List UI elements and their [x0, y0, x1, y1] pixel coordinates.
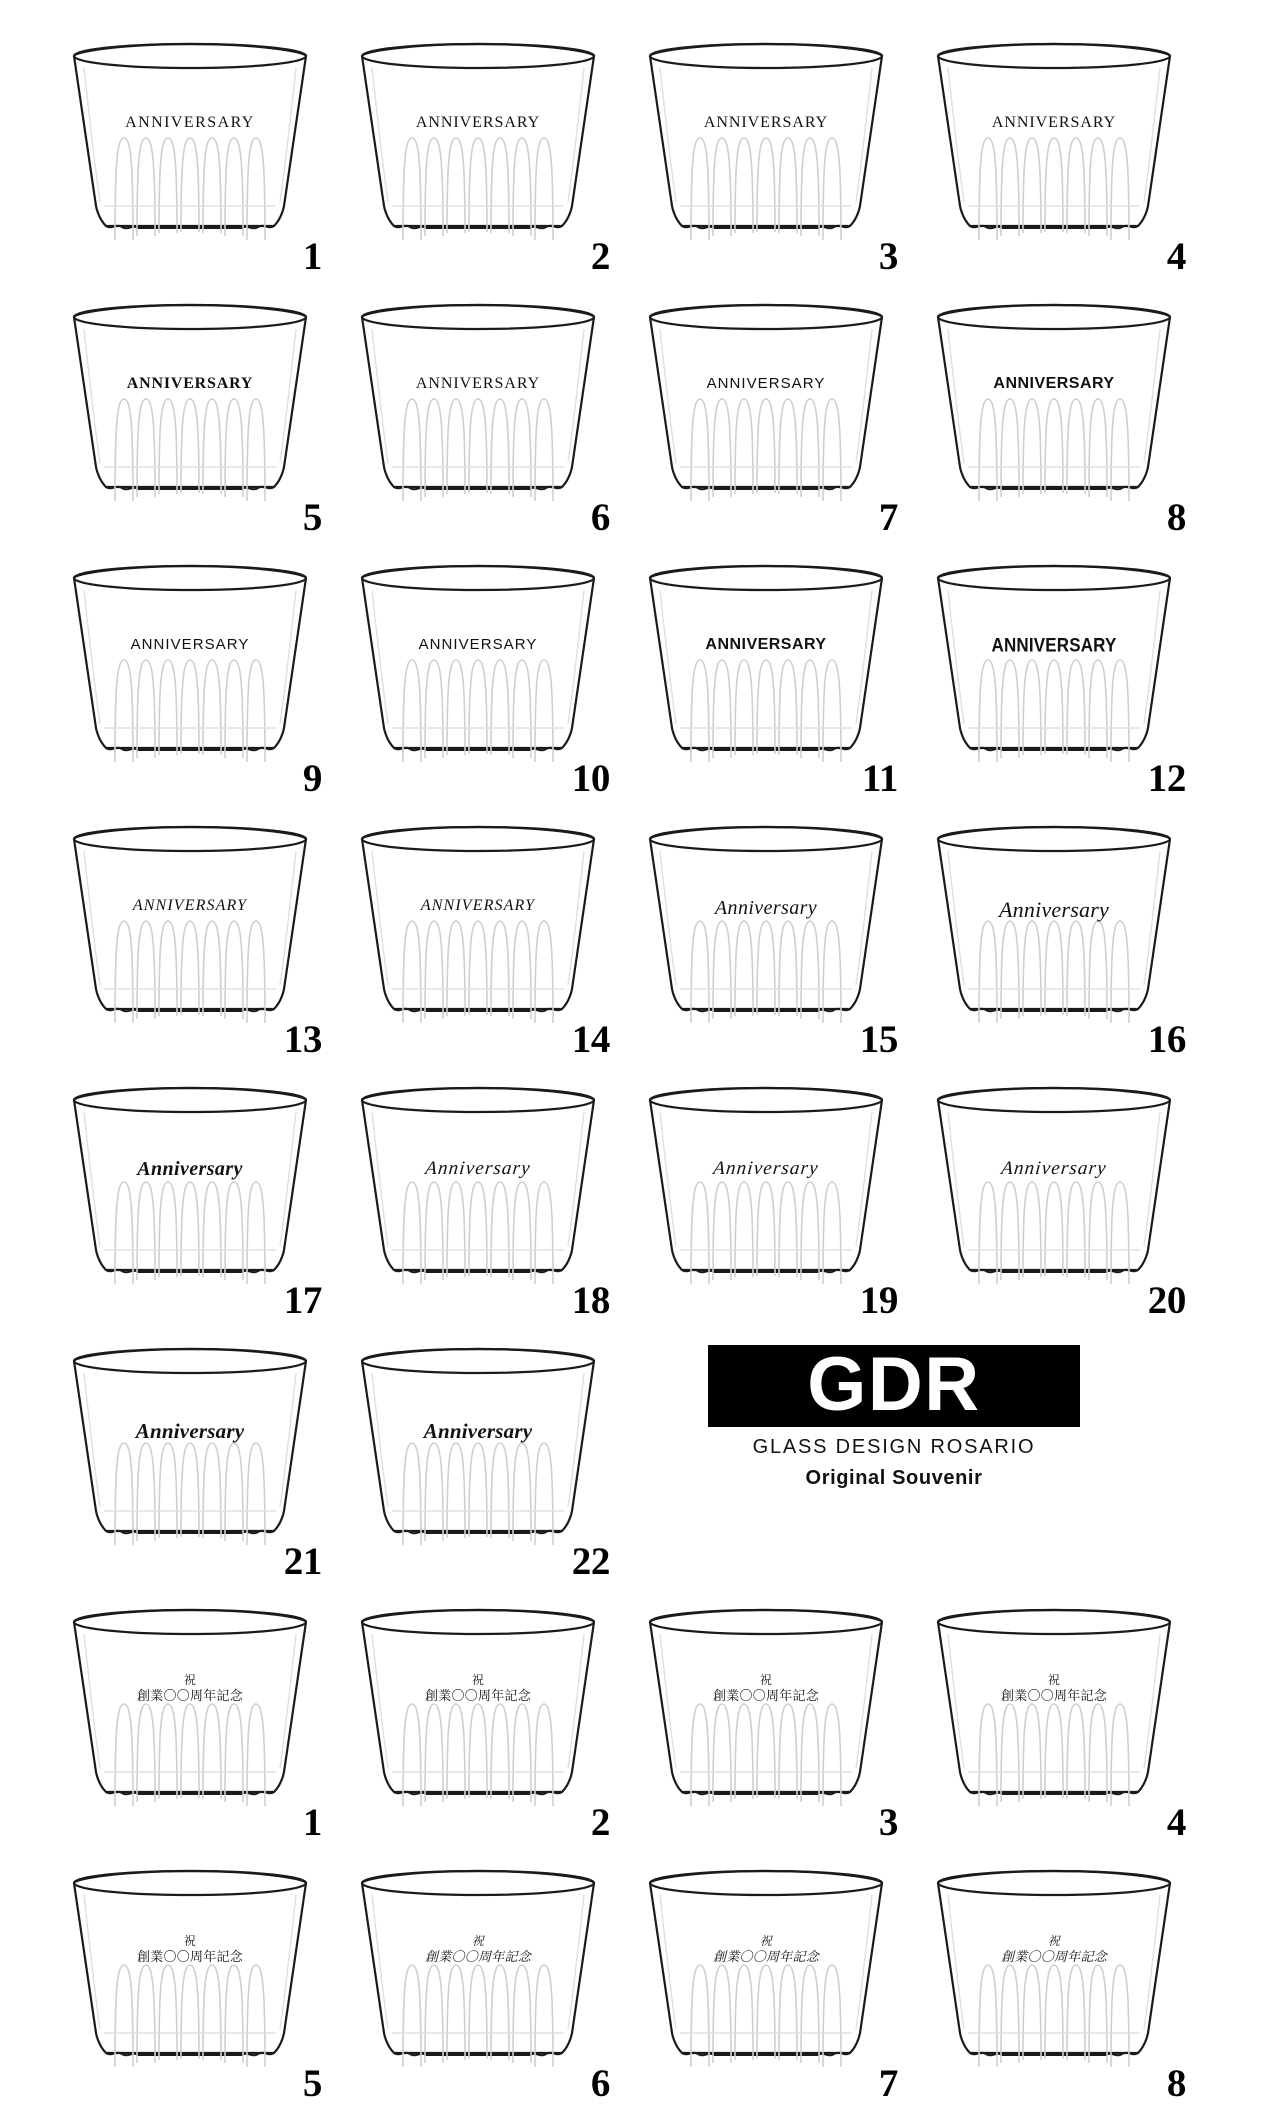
engraving-line-2: 創業〇〇周年記念: [424, 1949, 532, 1965]
glass-illustration: [348, 552, 608, 777]
glass-graphic: [636, 552, 896, 777]
glass-graphic: [60, 291, 320, 516]
glass-sample-cell[interactable]: [916, 805, 1204, 1066]
glass-sample-cell[interactable]: [916, 1588, 1204, 1849]
glass-graphic: [348, 1074, 608, 1299]
glass-graphic: [636, 291, 896, 516]
engraving-line-1: 祝: [183, 1673, 197, 1687]
engraving-line-1: 祝: [183, 1934, 197, 1948]
engraving-text: [636, 1935, 896, 1966]
glass-sample-cell[interactable]: [52, 1588, 340, 1849]
sample-number: 2: [590, 1801, 610, 1844]
sample-number: 3: [878, 1801, 898, 1844]
glass-sample-cell[interactable]: [340, 1066, 628, 1327]
engraving-text: Anniversary: [135, 1419, 245, 1443]
glass-illustration: [636, 1857, 896, 2082]
engraving-text: ANNIVERSARY: [418, 636, 538, 653]
glass-graphic: [924, 30, 1184, 255]
glass-graphic: [348, 813, 608, 1038]
glass-illustration: [924, 1074, 1184, 1299]
engraving-line-1: 祝: [471, 1673, 485, 1687]
sample-number: 16: [1147, 1018, 1186, 1061]
sample-number: 22: [571, 1540, 610, 1583]
logo-subtitle: GLASS DESIGN ROSARIO: [752, 1436, 1036, 1458]
glass-sample-cell[interactable]: [916, 544, 1204, 805]
engraving-text: ANNIVERSARY: [132, 897, 248, 914]
glass-sample-cell[interactable]: [916, 1849, 1204, 2110]
engraving-text: ANNIVERSARY: [126, 375, 254, 392]
engraving-line-2: 創業〇〇周年記念: [712, 1949, 820, 1965]
glass-sample-cell[interactable]: [916, 22, 1204, 283]
engraving-text: [348, 1674, 608, 1705]
glass-illustration: [924, 291, 1184, 516]
sample-number: 2: [590, 235, 610, 278]
glass-illustration: [348, 291, 608, 516]
sample-number: 20: [1147, 1279, 1186, 1322]
glass-graphic: [60, 1596, 320, 1821]
glass-sample-cell[interactable]: [52, 544, 340, 805]
glass-illustration: [60, 1596, 320, 1821]
glass-graphic: [348, 30, 608, 255]
glass-illustration: [60, 552, 320, 777]
sample-number: 4: [1166, 1801, 1186, 1844]
engraving-text: Anniversary: [999, 897, 1109, 922]
glass-illustration: [60, 1857, 320, 2082]
glass-illustration: [924, 813, 1184, 1038]
engraving-text: ANNIVERSARY: [703, 114, 829, 131]
glass-illustration: [348, 813, 608, 1038]
glass-graphic: [636, 813, 896, 1038]
glass-sample-cell[interactable]: [340, 283, 628, 544]
engraving-text: [924, 1674, 1184, 1705]
glass-illustration: [60, 813, 320, 1038]
engraving-text: ANNIVERSARY: [706, 375, 826, 392]
glass-graphic: [348, 552, 608, 777]
sample-number: 8: [1166, 2062, 1186, 2105]
sample-number: 9: [302, 757, 322, 800]
glass-illustration: [60, 291, 320, 516]
glass-illustration: [924, 552, 1184, 777]
engraving-text: ANNIVERSARY: [415, 114, 541, 131]
engraving-text: [924, 1935, 1184, 1966]
glass-graphic: [348, 291, 608, 516]
sample-number: 3: [878, 235, 898, 278]
engraving-line-1: 祝: [759, 1934, 773, 1948]
glass-illustration: [636, 291, 896, 516]
glass-illustration: [636, 813, 896, 1038]
glass-graphic: [348, 1596, 608, 1821]
engraving-line-1: 祝: [471, 1934, 485, 1948]
glass-illustration: [636, 1074, 896, 1299]
glass-illustration: [348, 1596, 608, 1821]
logo-bar: [708, 1342, 1080, 1427]
engraving-line-1: 祝: [759, 1673, 773, 1687]
glass-graphic: [924, 1074, 1184, 1299]
glass-graphic: [636, 1857, 896, 2082]
glass-graphic: [60, 813, 320, 1038]
glass-sample-cell[interactable]: [628, 1849, 916, 2110]
engraving-text: [348, 1935, 608, 1966]
glass-sample-cell[interactable]: [340, 805, 628, 1066]
glass-graphic: [924, 1596, 1184, 1821]
glass-sample-cell[interactable]: [340, 1588, 628, 1849]
gdr-logo-block: [708, 1342, 1080, 1505]
glass-graphic: [60, 552, 320, 777]
glass-sample-cell[interactable]: [628, 544, 916, 805]
glass-illustration: [60, 1074, 320, 1299]
glass-sample-row: [52, 805, 1242, 1066]
sample-number: 5: [302, 2062, 322, 2105]
sample-number: 1: [302, 235, 322, 278]
glass-graphic: [60, 1074, 320, 1299]
sample-number: 10: [571, 757, 610, 800]
engraving-text: ANNIVERSARY: [991, 634, 1117, 657]
sample-number: 4: [1166, 235, 1186, 278]
glass-illustration: [636, 552, 896, 777]
glass-illustration: [924, 1857, 1184, 2082]
engraving-text: [636, 1674, 896, 1705]
glass-sample-cell[interactable]: [340, 544, 628, 805]
glass-graphic: [924, 813, 1184, 1038]
glass-sample-cell[interactable]: [916, 1066, 1204, 1327]
sample-number: 17: [283, 1279, 322, 1322]
glass-illustration: [636, 1596, 896, 1821]
engraving-text: Anniversary: [1000, 1158, 1108, 1179]
glass-sample-row: [52, 1849, 1242, 2110]
glass-sample-cell[interactable]: [52, 22, 340, 283]
sample-number: 13: [283, 1018, 322, 1061]
glass-sample-cell[interactable]: [916, 283, 1204, 544]
sample-number: 19: [859, 1279, 898, 1322]
glass-illustration: [348, 1335, 608, 1560]
engraving-line-1: 祝: [1047, 1934, 1061, 1948]
engraving-text: ANNIVERSARY: [420, 897, 536, 914]
engraving-line-2: 創業〇〇周年記念: [1000, 1949, 1108, 1965]
glass-sample-cell[interactable]: [628, 805, 916, 1066]
engraving-text: Anniversary: [712, 1158, 820, 1179]
sample-number: 15: [859, 1018, 898, 1061]
glass-sample-row: [52, 1066, 1242, 1327]
engraving-line-2: 創業〇〇周年記念: [136, 1949, 244, 1965]
glass-sample-cell[interactable]: [52, 1849, 340, 2110]
glass-sample-cell[interactable]: [628, 1588, 916, 1849]
glass-sample-cell[interactable]: [340, 1849, 628, 2110]
engraving-line-2: 創業〇〇周年記念: [136, 1688, 244, 1704]
engraving-text: Anniversary: [137, 1158, 243, 1180]
engraving-line-2: 創業〇〇周年記念: [424, 1688, 532, 1704]
glass-sample-cell[interactable]: [628, 283, 916, 544]
glass-illustration: [348, 30, 608, 255]
glass-graphic: [636, 30, 896, 255]
glass-illustration: [924, 30, 1184, 255]
engraving-text: ANNIVERSARY: [125, 114, 255, 131]
sample-number: 5: [302, 496, 322, 539]
sample-number: 11: [861, 757, 898, 800]
glass-graphic: [60, 1335, 320, 1560]
sample-number: 7: [878, 2062, 898, 2105]
glass-sample-grid: [52, 22, 1242, 2110]
glass-sample-cell[interactable]: [628, 1066, 916, 1327]
engraving-text: [60, 1674, 320, 1705]
glass-sample-row: [52, 283, 1242, 544]
glass-graphic: [348, 1335, 608, 1560]
glass-graphic: [636, 1074, 896, 1299]
engraving-text: [60, 1935, 320, 1966]
engraving-line-2: 創業〇〇周年記念: [712, 1688, 820, 1704]
engraving-text: Anniversary: [714, 897, 818, 919]
engraving-line-1: 祝: [1047, 1673, 1061, 1687]
sample-number: 6: [590, 496, 610, 539]
glass-sample-cell[interactable]: [52, 1327, 340, 1588]
sample-number: 14: [571, 1018, 610, 1061]
glass-illustration: [636, 30, 896, 255]
glass-graphic: [924, 1857, 1184, 2082]
sample-number: 21: [283, 1540, 322, 1583]
glass-illustration: [60, 30, 320, 255]
logo-tagline: Original Souvenir: [805, 1467, 983, 1489]
engraving-text: ANNIVERSARY: [415, 375, 541, 392]
glass-graphic: [924, 291, 1184, 516]
engraving-text: Anniversary: [424, 1158, 532, 1179]
sample-number: 1: [302, 1801, 322, 1844]
engraving-text: ANNIVERSARY: [991, 114, 1117, 131]
sample-number: 6: [590, 2062, 610, 2105]
glass-sample-cell[interactable]: [340, 22, 628, 283]
engraving-text: ANNIVERSARY: [130, 636, 250, 653]
sample-number: 8: [1166, 496, 1186, 539]
engraving-text: Anniversary: [423, 1419, 533, 1443]
glass-sample-row: [52, 22, 1242, 283]
logo-wordmark: GDR: [807, 1342, 981, 1427]
sample-number: 7: [878, 496, 898, 539]
glass-sample-cell[interactable]: [340, 1327, 628, 1588]
engraving-text: ANNIVERSARY: [705, 636, 827, 653]
glass-sample-cell[interactable]: [52, 283, 340, 544]
engraving-line-2: 創業〇〇周年記念: [1000, 1688, 1108, 1704]
sample-number: 12: [1147, 757, 1186, 800]
engraving-text: ANNIVERSARY: [993, 375, 1115, 392]
glass-sample-row: [52, 544, 1242, 805]
glass-illustration: [348, 1074, 608, 1299]
sample-number: 18: [571, 1279, 610, 1322]
glass-sample-cell[interactable]: [52, 1066, 340, 1327]
glass-sample-cell[interactable]: [628, 22, 916, 283]
glass-graphic: [60, 1857, 320, 2082]
glass-illustration: [924, 1596, 1184, 1821]
glass-illustration: [348, 1857, 608, 2082]
glass-graphic: [60, 30, 320, 255]
glass-graphic: [636, 1596, 896, 1821]
glass-sample-cell[interactable]: [52, 805, 340, 1066]
glass-illustration: [60, 1335, 320, 1560]
glass-graphic: [924, 552, 1184, 777]
glass-graphic: [348, 1857, 608, 2082]
glass-sample-row: [52, 1588, 1242, 1849]
